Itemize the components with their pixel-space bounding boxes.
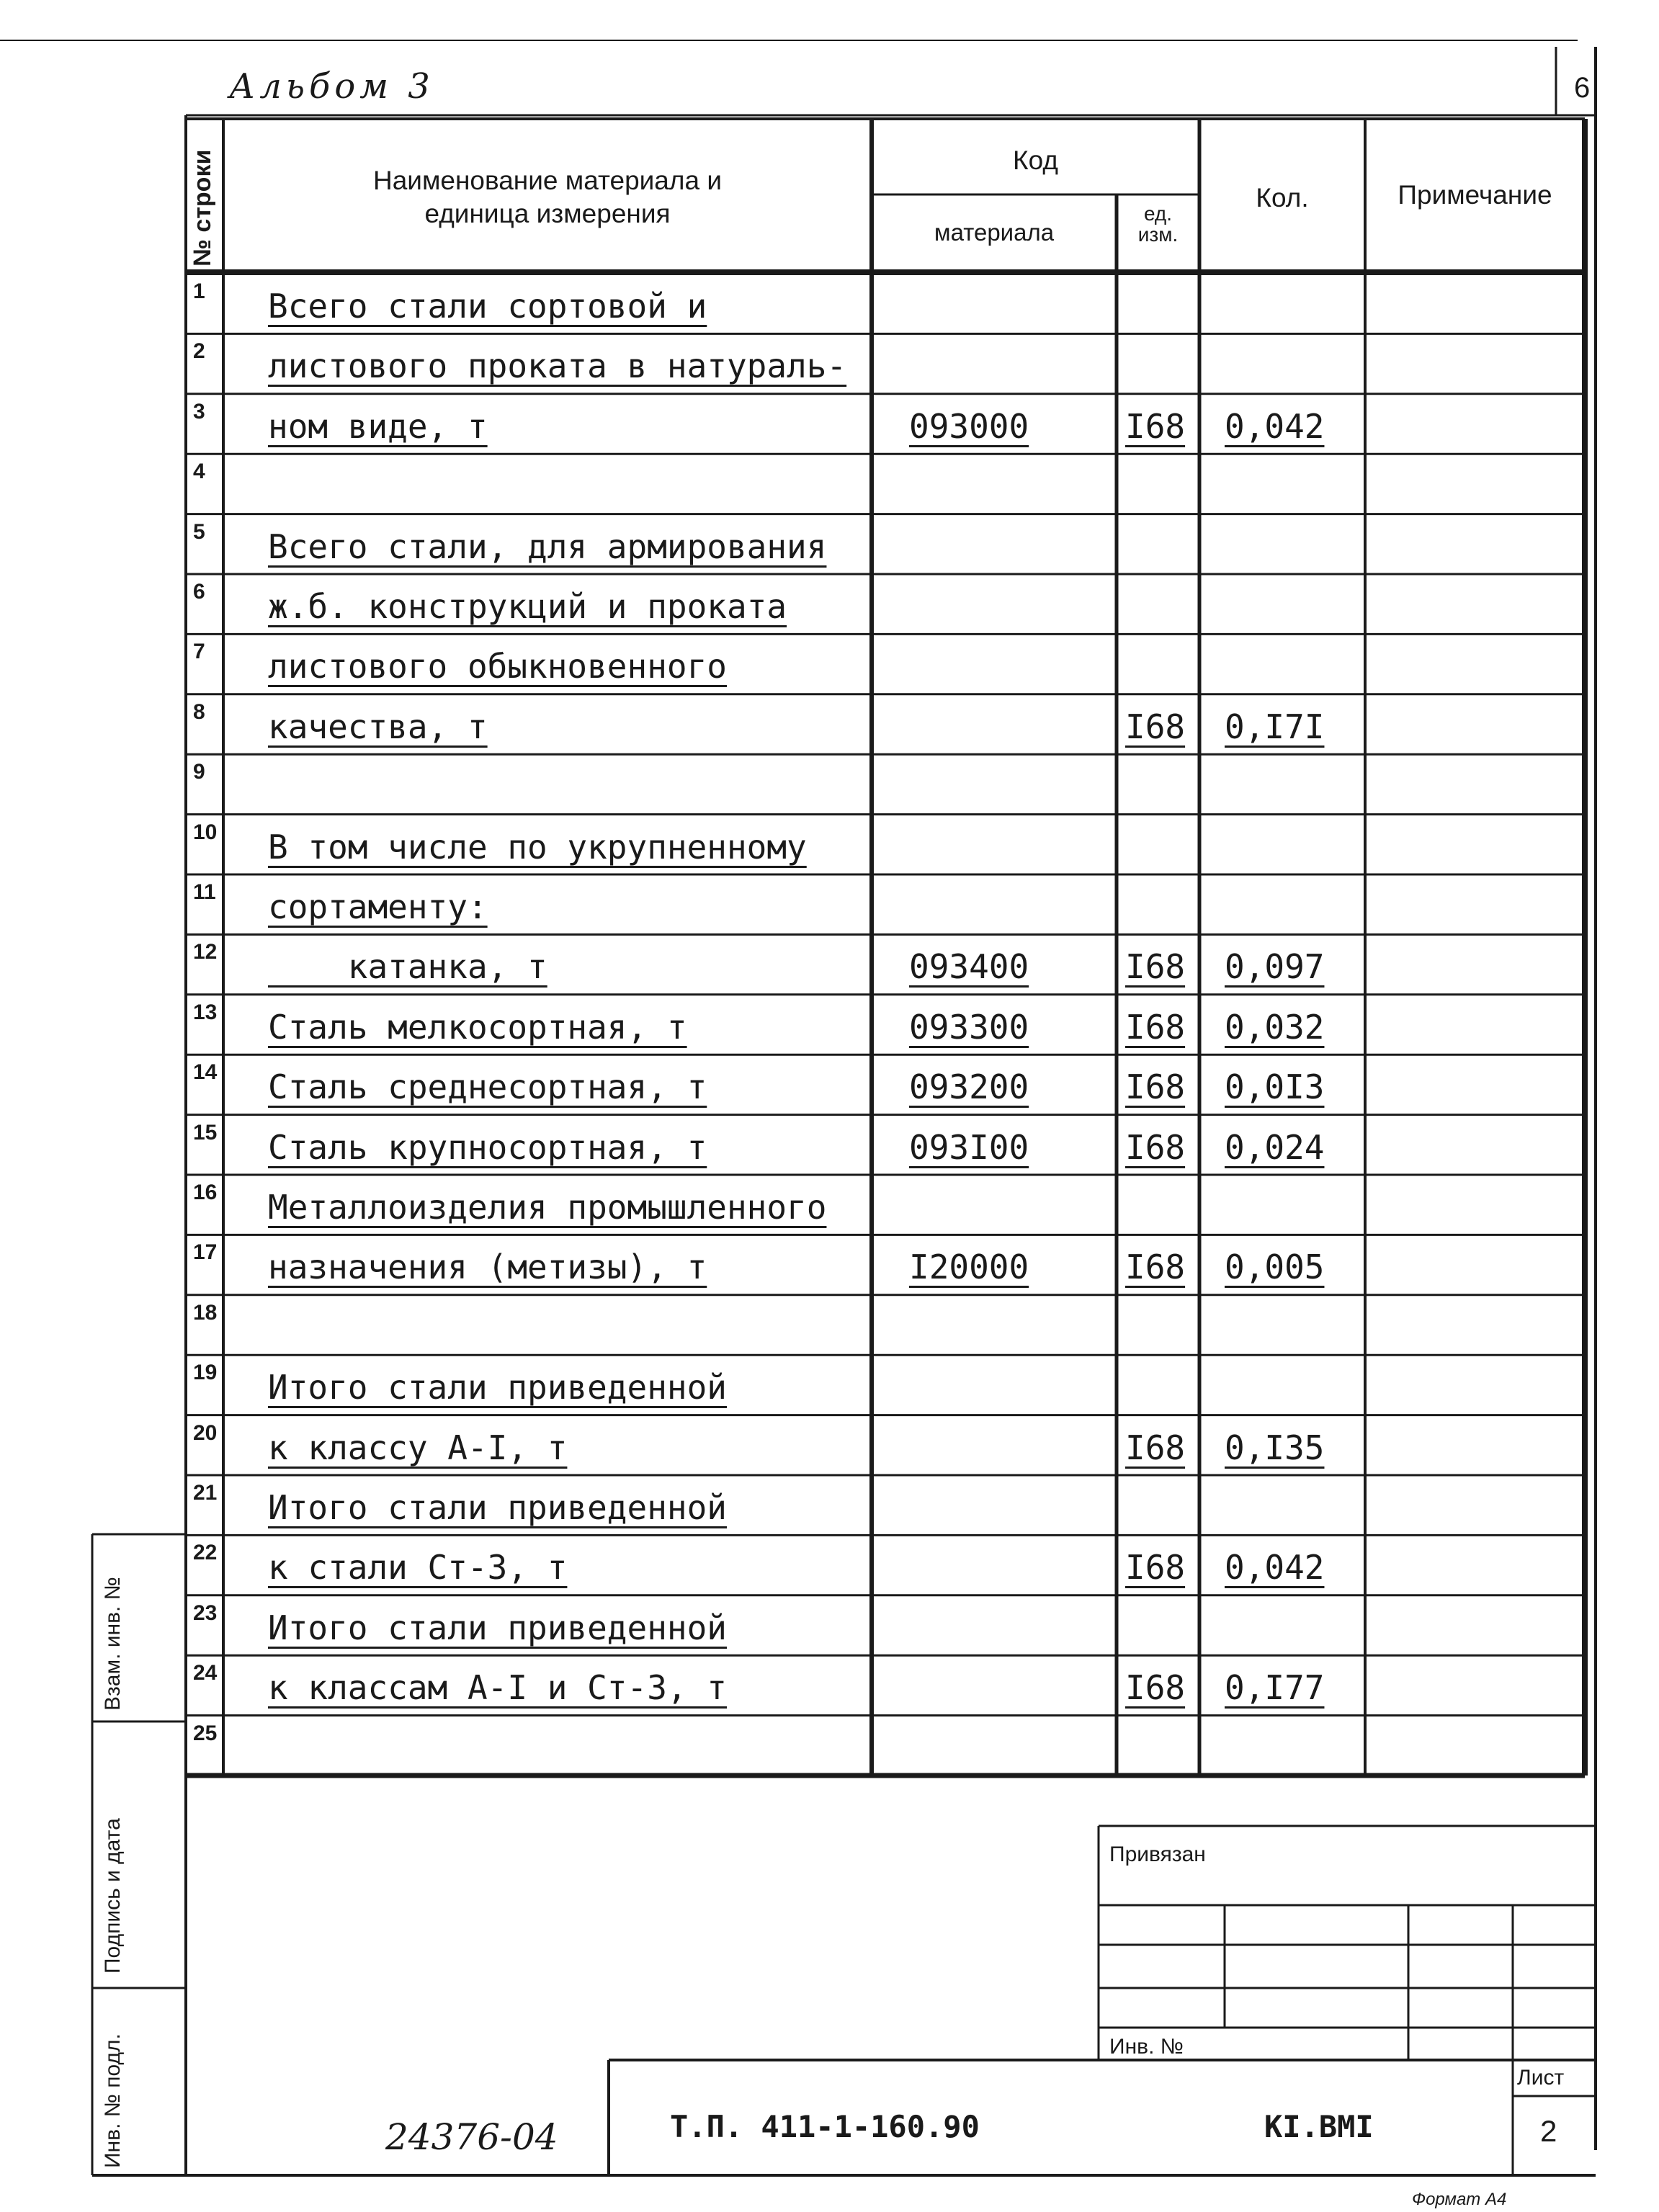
row-number: 12 xyxy=(193,940,218,964)
stamp-list-number: 2 xyxy=(1540,2114,1557,2148)
header-code-unit: ед. изм. xyxy=(1137,202,1179,246)
row-number: 22 xyxy=(193,1541,218,1565)
row-description: Итого стали приведенной xyxy=(268,1368,727,1407)
row-material-code: 093200 xyxy=(909,1067,1029,1107)
row-number: 19 xyxy=(193,1361,218,1385)
row-number: 6 xyxy=(193,580,205,604)
row-number: 15 xyxy=(193,1120,218,1145)
row-description: Итого стали приведенной xyxy=(268,1608,727,1647)
row-description: Металлоизделия промышленного xyxy=(268,1188,827,1227)
header-code: Код xyxy=(1013,145,1058,175)
header-note: Примечание xyxy=(1398,180,1552,210)
album-title: Альбом 3 xyxy=(229,66,434,107)
row-unit-code: I68 xyxy=(1125,1668,1186,1708)
row-number: 7 xyxy=(193,640,205,664)
row-number: 17 xyxy=(193,1240,218,1265)
row-number: 14 xyxy=(193,1060,218,1085)
row-unit-code: I68 xyxy=(1125,1248,1186,1287)
row-number: 8 xyxy=(193,699,205,724)
row-quantity: 0,0I3 xyxy=(1225,1067,1325,1107)
row-number: 10 xyxy=(193,820,218,844)
stamp-inv-no: Инв. № xyxy=(1109,2035,1184,2059)
row-description: В том числе по укрупненному xyxy=(268,827,807,867)
row-description: Сталь среднесортная, т xyxy=(268,1067,707,1107)
row-number: 11 xyxy=(193,880,216,904)
row-material-code: 093000 xyxy=(909,406,1029,446)
row-number: 16 xyxy=(193,1181,218,1204)
row-description: Итого стали приведенной xyxy=(268,1488,727,1527)
row-quantity: 0,I7I xyxy=(1225,707,1325,746)
row-material-code: 093400 xyxy=(909,947,1029,987)
row-number: 20 xyxy=(193,1420,218,1445)
row-description: к классам А-I и Ст-3, т xyxy=(268,1668,727,1708)
row-number: 2 xyxy=(193,339,205,364)
row-description: Сталь мелкосортная, т xyxy=(268,1007,687,1047)
row-unit-code: I68 xyxy=(1125,1067,1186,1107)
row-material-code: I20000 xyxy=(909,1248,1029,1287)
row-quantity: 0,042 xyxy=(1225,1548,1325,1588)
row-unit-code: I68 xyxy=(1125,1127,1186,1167)
row-unit-code: I68 xyxy=(1125,1548,1186,1588)
row-unit-code: I68 xyxy=(1125,707,1186,746)
row-material-code: 093300 xyxy=(909,1007,1029,1047)
row-quantity: 0,I77 xyxy=(1225,1668,1325,1708)
row-quantity: 0,005 xyxy=(1225,1248,1325,1287)
side-label-vzam-inv: Взам. инв. № xyxy=(101,1577,125,1711)
row-quantity: 0,097 xyxy=(1225,947,1325,987)
row-description: Всего стали, для армирования xyxy=(268,527,827,566)
header-quantity: Кол. xyxy=(1256,183,1309,212)
row-quantity: 0,042 xyxy=(1225,406,1325,446)
row-description: Всего стали сортовой и xyxy=(268,287,707,326)
row-description: к классу А-I, т xyxy=(268,1428,568,1467)
row-number: 23 xyxy=(193,1600,218,1625)
row-description: качества, т xyxy=(268,707,488,746)
row-description: катанка, т xyxy=(268,947,547,987)
row-material-code: 093I00 xyxy=(909,1127,1029,1167)
row-description: листового проката в натураль- xyxy=(268,346,847,386)
header-row-number: № строки xyxy=(189,149,216,267)
row-number: 9 xyxy=(193,760,205,784)
row-description: ж.б. конструкций и проката xyxy=(268,587,787,626)
row-description: назначения (метизы), т xyxy=(268,1248,707,1287)
page-number: 6 xyxy=(1574,72,1591,104)
row-number: 5 xyxy=(193,519,205,544)
row-quantity: 0,I35 xyxy=(1225,1428,1325,1467)
stamp-doc-code: Т.П. 411-1-160.90 xyxy=(670,2109,980,2144)
row-number: 4 xyxy=(193,460,205,484)
row-unit-code: I68 xyxy=(1125,1428,1186,1467)
row-number: 13 xyxy=(193,1000,218,1024)
header-code-material: материала xyxy=(934,219,1055,246)
row-number: 18 xyxy=(193,1300,218,1325)
format-note: Формат А4 xyxy=(1412,2190,1507,2209)
row-description: к стали Ст-3, т xyxy=(268,1548,568,1588)
stamp-list-label: Лист xyxy=(1517,2066,1565,2090)
row-number: 25 xyxy=(193,1721,218,1745)
stamp-handwritten-inv: 24376-04 xyxy=(385,2116,558,2158)
row-quantity: 0,024 xyxy=(1225,1127,1325,1167)
row-description: листового обыкновенного xyxy=(268,647,727,686)
row-description: сортаменту: xyxy=(268,887,488,926)
side-label-inv-podl: Инв. № подл. xyxy=(101,2033,125,2168)
row-description: Сталь крупносортная, т xyxy=(268,1127,707,1167)
row-quantity: 0,032 xyxy=(1225,1007,1325,1047)
row-unit-code: I68 xyxy=(1125,1007,1186,1047)
header-material-name: Наименование материала и единица измерения xyxy=(372,166,723,229)
row-number: 3 xyxy=(193,399,205,424)
stamp-mark: КI.ВМI xyxy=(1264,2109,1374,2144)
row-number: 24 xyxy=(193,1661,218,1685)
stamp-privyazan: Привязан xyxy=(1109,1842,1206,1866)
side-label-podpis-data: Подпись и дата xyxy=(101,1818,125,1974)
row-unit-code: I68 xyxy=(1125,947,1186,987)
row-number: 1 xyxy=(193,279,205,303)
row-unit-code: I68 xyxy=(1125,406,1186,446)
row-number: 21 xyxy=(193,1481,218,1505)
row-description: ном виде, т xyxy=(268,406,488,446)
